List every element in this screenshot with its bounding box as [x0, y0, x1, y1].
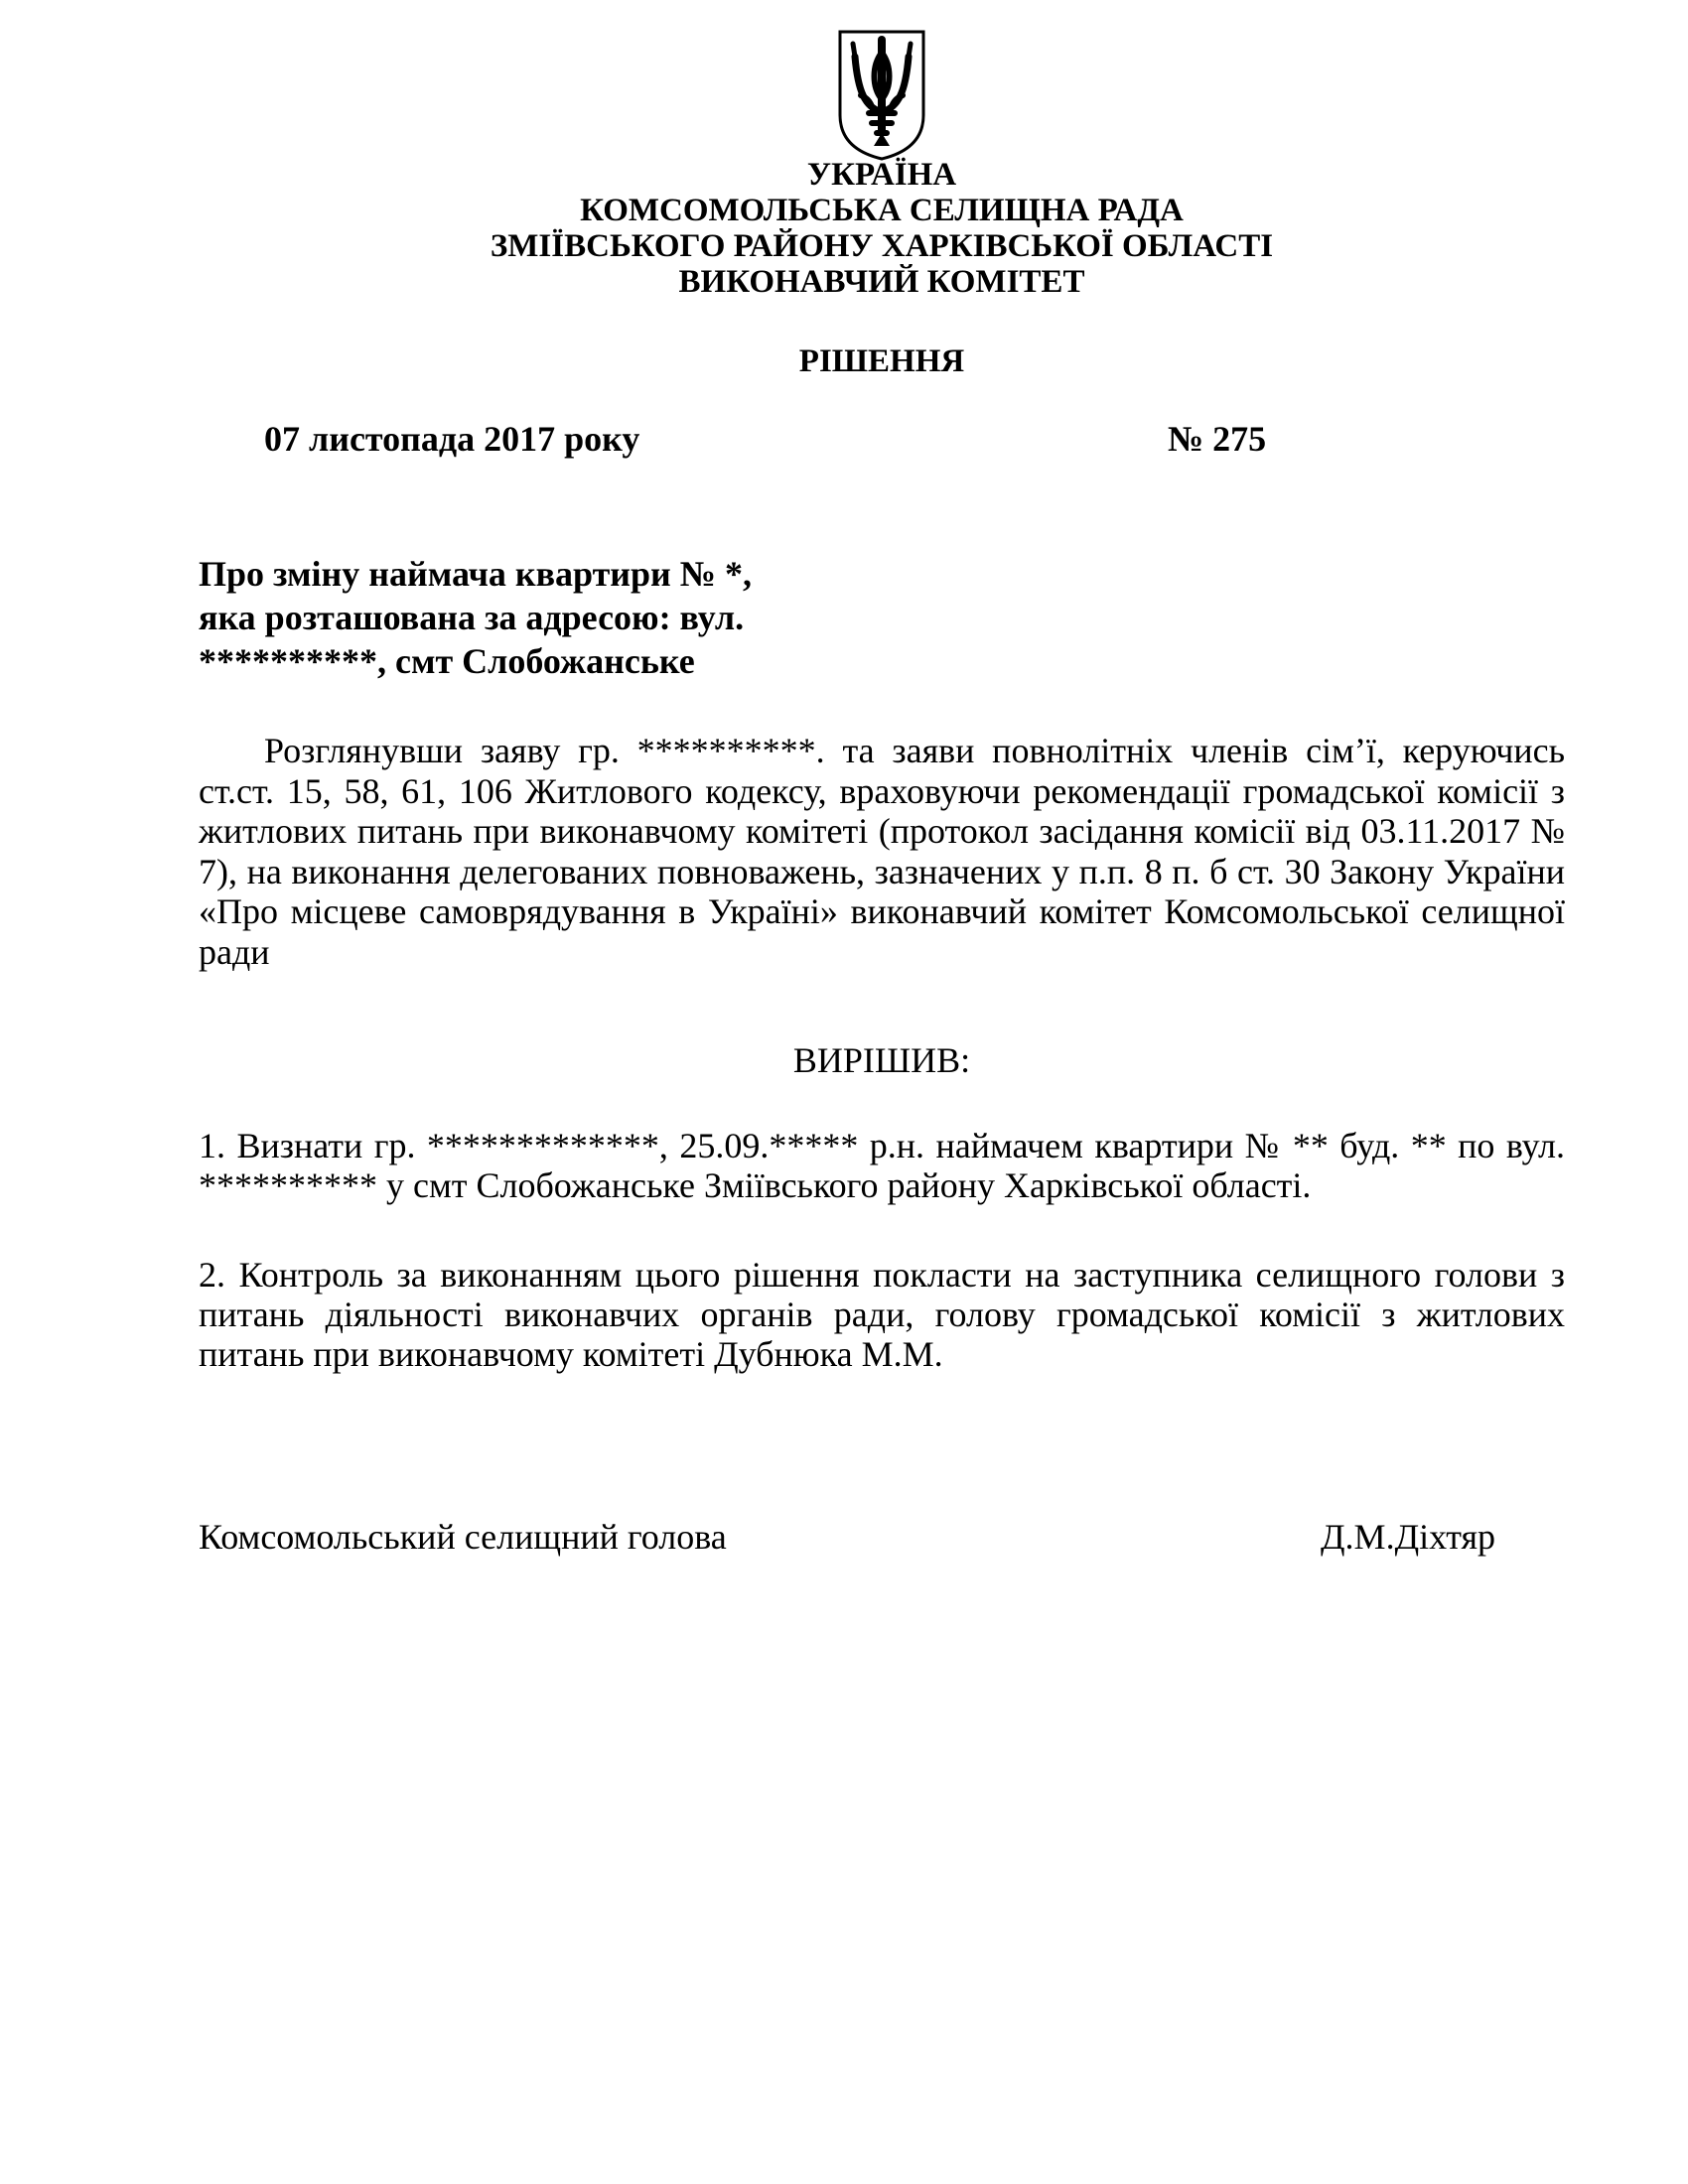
signature-title: Комсомольський селищний голова	[199, 1517, 727, 1557]
decision-date: 07 листопада 2017 року	[264, 419, 640, 459]
decision-title: РІШЕННЯ	[798, 343, 965, 379]
country-name: УКРАЇНА	[806, 157, 957, 193]
district-name: ЗМІЇВСЬКОГО РАЙОНУ ХАРКІВСЬКОЇ ОБЛАСТІ	[490, 228, 1274, 264]
preamble-paragraph: Розглянувши заяву гр. **********. та заяви повнолітніх членів сім’ї, керуючись ст.ст. 15, 58, 61, 106 Житлового кодексу, враховуючи рекомендації громадської комісії з житлових питань при виконавчому комітеті (протокол засідання комісії від 03.11.2017 № 7), на виконання делегованих повноважень, зазначених у п.п. 8 п. б ст. 30 Закону України «Про місцеве самоврядування в Україні» виконавчий комітет Комсомольської селищної ради	[199, 731, 1565, 972]
resolved-heading: ВИРІШИВ:	[792, 1040, 971, 1080]
subject-line: **********, смт Слобожанське	[199, 641, 695, 681]
subject-line: Про зміну наймача квартири № *,	[199, 554, 752, 594]
executive-committee-name: ВИКОНАВЧИЙ КОМІТЕТ	[678, 264, 1085, 300]
decision-item-1: 1. Визнати гр. *************, 25.09.***** р.н. наймачем квартири № ** буд. ** по вул. ********** у смт Слобожанське Зміївського району Харківської області.	[199, 1126, 1565, 1205]
decision-number: № 275	[1168, 419, 1267, 459]
decision-subject	[199, 552, 752, 683]
signature-name: Д.М.Діхтяр	[1321, 1517, 1496, 1557]
trident-coat-of-arms-icon	[830, 22, 933, 165]
council-name: КОМСОМОЛЬСЬКА СЕЛИЩНА РАДА	[580, 193, 1184, 228]
document-header	[0, 157, 1688, 300]
subject-line: яка розташована за адресою: вул.	[199, 598, 745, 637]
decision-item-2: 2. Контроль за виконанням цього рішення покласти на заступника селищного голови з питань діяльності виконавчих органів ради, голову громадської комісії з житлових питань при виконавчому комітеті Дубнюка М.М.	[199, 1255, 1565, 1374]
